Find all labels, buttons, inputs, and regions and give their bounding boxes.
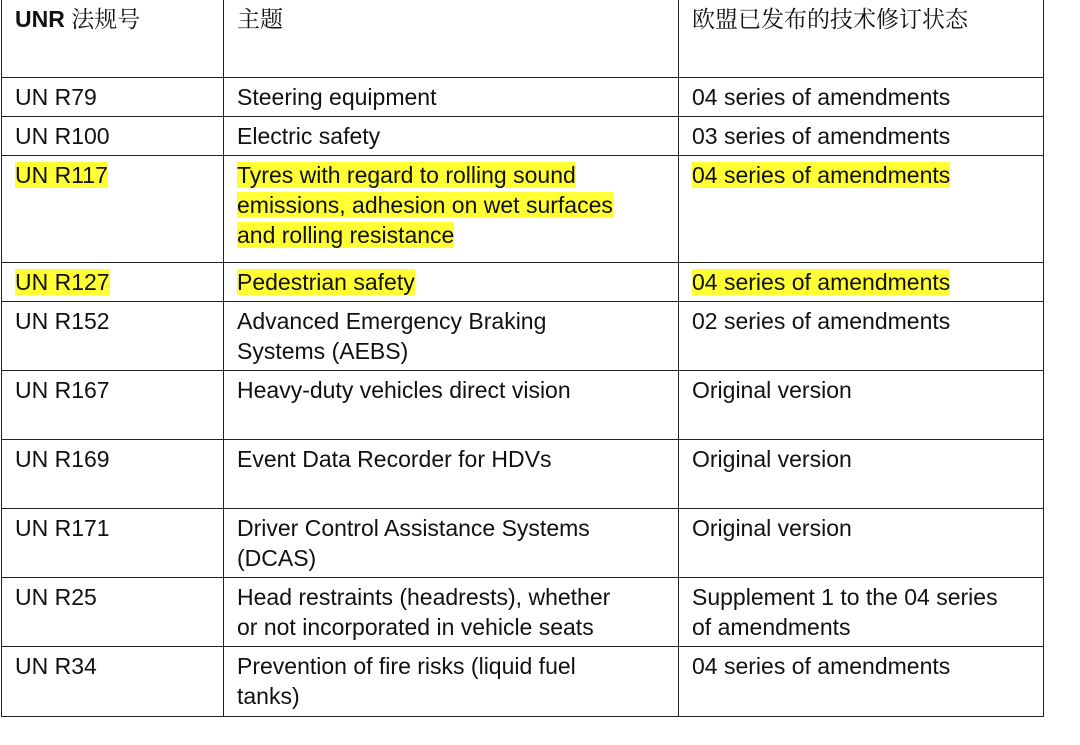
- header-cell-regulation: [2, 0, 224, 77]
- status-cell: [679, 646, 1044, 716]
- regulation-cell: [2, 370, 224, 439]
- status-text-line: 03 series of amendments: [692, 122, 951, 149]
- topic-text-line: Advanced Emergency Braking: [237, 307, 547, 334]
- regulation-cell: [2, 77, 224, 116]
- table-row: [2, 577, 1044, 646]
- regulation-number: UN R167: [15, 376, 110, 403]
- regulation-cell: [2, 508, 224, 577]
- regulation-number: UN R152: [15, 307, 110, 334]
- topic-cell: [224, 439, 679, 508]
- regulation-number: UN R79: [15, 83, 97, 110]
- topic-text-line: Head restraints (headrests), whether: [237, 583, 611, 610]
- table-row: [2, 116, 1044, 155]
- status-cell: [679, 439, 1044, 508]
- regulation-number: UN R34: [15, 652, 97, 679]
- regulation-number: UN R100: [15, 122, 110, 149]
- regulation-cell: [2, 155, 224, 262]
- status-text-line: of amendments: [692, 613, 851, 640]
- topic-text-line: Heavy-duty vehicles direct vision: [237, 376, 571, 403]
- topic-text-line: or not incorporated in vehicle seats: [237, 613, 594, 640]
- topic-text-line: Steering equipment: [237, 83, 437, 110]
- table-body: [2, 0, 1044, 716]
- topic-text-line: Driver Control Assistance Systems: [237, 514, 590, 541]
- regulation-number: UN R25: [15, 583, 97, 610]
- status-cell: [679, 577, 1044, 646]
- topic-text-line: Event Data Recorder for HDVs: [237, 445, 552, 472]
- status-cell: [679, 301, 1044, 370]
- status-text-line: Supplement 1 to the 04 series: [692, 583, 998, 610]
- topic-cell: [224, 370, 679, 439]
- regulation-cell: [2, 439, 224, 508]
- regulation-cell: [2, 646, 224, 716]
- topic-text-line: emissions, adhesion on wet surfaces: [237, 191, 613, 218]
- status-cell: [679, 116, 1044, 155]
- status-text-line: Original version: [692, 514, 852, 541]
- topic-text-line: Electric safety: [237, 122, 381, 149]
- unr-regulation-table: [1, 0, 1044, 717]
- status-cell: [679, 262, 1044, 301]
- status-text-line: Original version: [692, 376, 852, 403]
- header-row: [2, 0, 1044, 77]
- topic-text-line: Tyres with regard to rolling sound: [237, 161, 576, 188]
- regulation-number: UN R171: [15, 514, 110, 541]
- regulation-cell: [2, 262, 224, 301]
- table-row: [2, 77, 1044, 116]
- topic-text-line: tanks): [237, 682, 300, 709]
- status-text-line: 04 series of amendments: [692, 652, 951, 679]
- status-text-line: 04 series of amendments: [692, 161, 951, 188]
- status-text-line: 02 series of amendments: [692, 307, 951, 334]
- status-cell: [679, 508, 1044, 577]
- topic-text-line: and rolling resistance: [237, 221, 455, 248]
- topic-cell: [224, 508, 679, 577]
- table-row: [2, 646, 1044, 716]
- status-text-line: 04 series of amendments: [692, 268, 951, 295]
- header-cell-topic: [224, 0, 679, 77]
- topic-cell: [224, 262, 679, 301]
- status-cell: [679, 77, 1044, 116]
- table-row: [2, 155, 1044, 262]
- status-text-line: Original version: [692, 445, 852, 472]
- topic-cell: [224, 646, 679, 716]
- topic-cell: [224, 301, 679, 370]
- topic-text-line: (DCAS): [237, 544, 317, 571]
- status-text-line: 04 series of amendments: [692, 83, 951, 110]
- header-status-text: 欧盟已发布的技术修订状态: [692, 6, 968, 32]
- topic-text-line: Prevention of fire risks (liquid fuel: [237, 652, 576, 679]
- topic-text-line: Pedestrian safety: [237, 268, 415, 295]
- topic-cell: [224, 116, 679, 155]
- regulation-number: UN R169: [15, 445, 110, 472]
- table-row: [2, 508, 1044, 577]
- regulation-cell: [2, 301, 224, 370]
- topic-cell: [224, 577, 679, 646]
- table-row: [2, 370, 1044, 439]
- status-cell: [679, 370, 1044, 439]
- header-cell-status: [679, 0, 1044, 77]
- status-cell: [679, 155, 1044, 262]
- regulation-number: UN R127: [15, 268, 110, 295]
- topic-cell: [224, 77, 679, 116]
- regulation-cell: [2, 116, 224, 155]
- topic-cell: [224, 155, 679, 262]
- table-row: [2, 262, 1044, 301]
- regulation-cell: [2, 577, 224, 646]
- header-topic-text: 主题: [237, 6, 283, 32]
- header-regulation-bold: UNR: [15, 6, 65, 32]
- table-row: [2, 301, 1044, 370]
- regulation-number: UN R117: [15, 161, 108, 188]
- header-regulation-text: 法规号: [64, 6, 141, 32]
- table-row: [2, 439, 1044, 508]
- topic-text-line: Systems (AEBS): [237, 337, 409, 364]
